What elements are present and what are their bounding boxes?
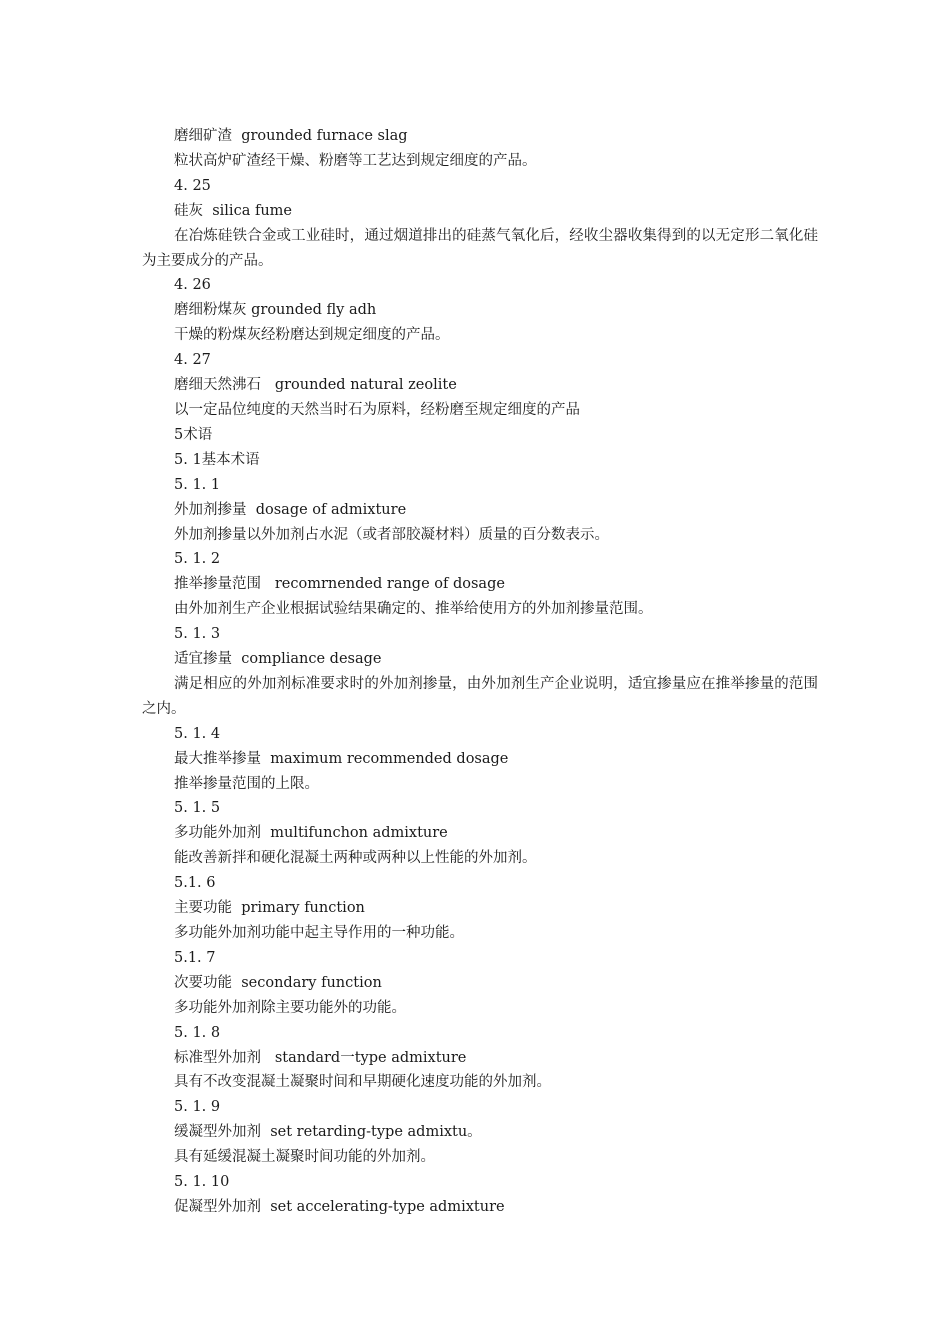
section-heading: 5. 1基本术语 xyxy=(174,451,260,468)
term-heading: 推举掺量范围 recomrnended range of dosage xyxy=(174,576,505,593)
section-number: 4. 26 xyxy=(174,277,211,294)
definition-text: 能改善新拌和硬化混凝土两种或两种以上性能的外加剂。 xyxy=(174,850,537,867)
term-heading: 次要功能 secondary function xyxy=(174,974,382,991)
definition-text: 在冶炼硅铁合金或工业硅时，通过烟道排出的硅蒸气氧化后，经收尘器收集得到的以无定形二氧化硅为主要成分的产品。 xyxy=(142,227,818,269)
term-heading: 硅灰 silica fume xyxy=(174,202,292,219)
section-number: 5. 1. 9 xyxy=(174,1099,221,1116)
section-number: 4. 25 xyxy=(174,177,211,194)
term-heading: 外加剂掺量 dosage of admixture xyxy=(174,501,407,518)
term-heading: 促凝型外加剂 set accelerating-type admixture xyxy=(174,1198,505,1215)
definition-text: 推举掺量范围的上限。 xyxy=(174,775,319,792)
definition-text: 外加剂掺量以外加剂占水泥（或者部胶凝材料）质量的百分数表示。 xyxy=(174,526,609,543)
term-heading: 缓凝型外加剂 set retarding-type admixtu。 xyxy=(174,1124,482,1141)
section-number: 5. 1. 4 xyxy=(174,725,221,742)
section-number: 5.1. 7 xyxy=(174,949,216,966)
term-heading: 磨细矿渣 grounded furnace slag xyxy=(174,128,408,144)
section-number: 5. 1. 5 xyxy=(174,800,221,817)
section-number: 5. 1. 1 xyxy=(174,476,221,493)
definition-text: 多功能外加剂功能中起主导作用的一种功能。 xyxy=(174,925,464,941)
section-number: 5. 1. 10 xyxy=(174,1174,230,1191)
section-number: 4. 27 xyxy=(174,352,211,369)
definition-text: 以一定品位纯度的天然当时石为原料，经粉磨至规定细度的产品 xyxy=(174,401,580,418)
definition-text: 粒状高炉矿渣经干燥、粉磨等工艺达到规定细度的产品。 xyxy=(174,152,537,169)
definition-text: 多功能外加剂除主要功能外的功能。 xyxy=(174,999,406,1016)
definition-text: 满足相应的外加剂标准要求时的外加剂掺量，由外加剂生产企业说明，适宜掺量应在推举掺量的范围之内。 xyxy=(142,675,818,717)
term-heading: 多功能外加剂 multifunchon admixture xyxy=(174,825,448,842)
section-number: 5. 1. 8 xyxy=(174,1024,221,1041)
section-number: 5. 1. 2 xyxy=(174,551,221,568)
document-body xyxy=(142,124,818,1220)
definition-text: 干燥的粉煤灰经粉磨达到规定细度的产品。 xyxy=(174,327,450,344)
term-heading: 磨细天然沸石 grounded natural zeolite xyxy=(174,377,457,394)
definition-text: 具有延缓混凝土凝聚时间功能的外加剂。 xyxy=(174,1149,435,1166)
term-heading: 主要功能 primary function xyxy=(174,900,365,917)
term-heading: 标准型外加剂 standard一type admixture xyxy=(174,1049,467,1066)
definition-text: 由外加剂生产企业根据试验结果确定的、推举给使用方的外加剂掺量范围。 xyxy=(174,601,653,618)
section-number: 5. 1. 3 xyxy=(174,626,221,643)
term-heading: 适宜掺量 compliance desage xyxy=(174,651,382,668)
section-number: 5.1. 6 xyxy=(174,875,216,892)
definition-text: 具有不改变混凝土凝聚时间和早期硬化速度功能的外加剂。 xyxy=(174,1074,551,1091)
term-heading: 最大推举掺量 maximum recommended dosage xyxy=(174,750,509,767)
term-heading: 磨细粉煤灰 grounded fly adh xyxy=(174,302,377,319)
chapter-heading: 5术语 xyxy=(174,426,213,443)
